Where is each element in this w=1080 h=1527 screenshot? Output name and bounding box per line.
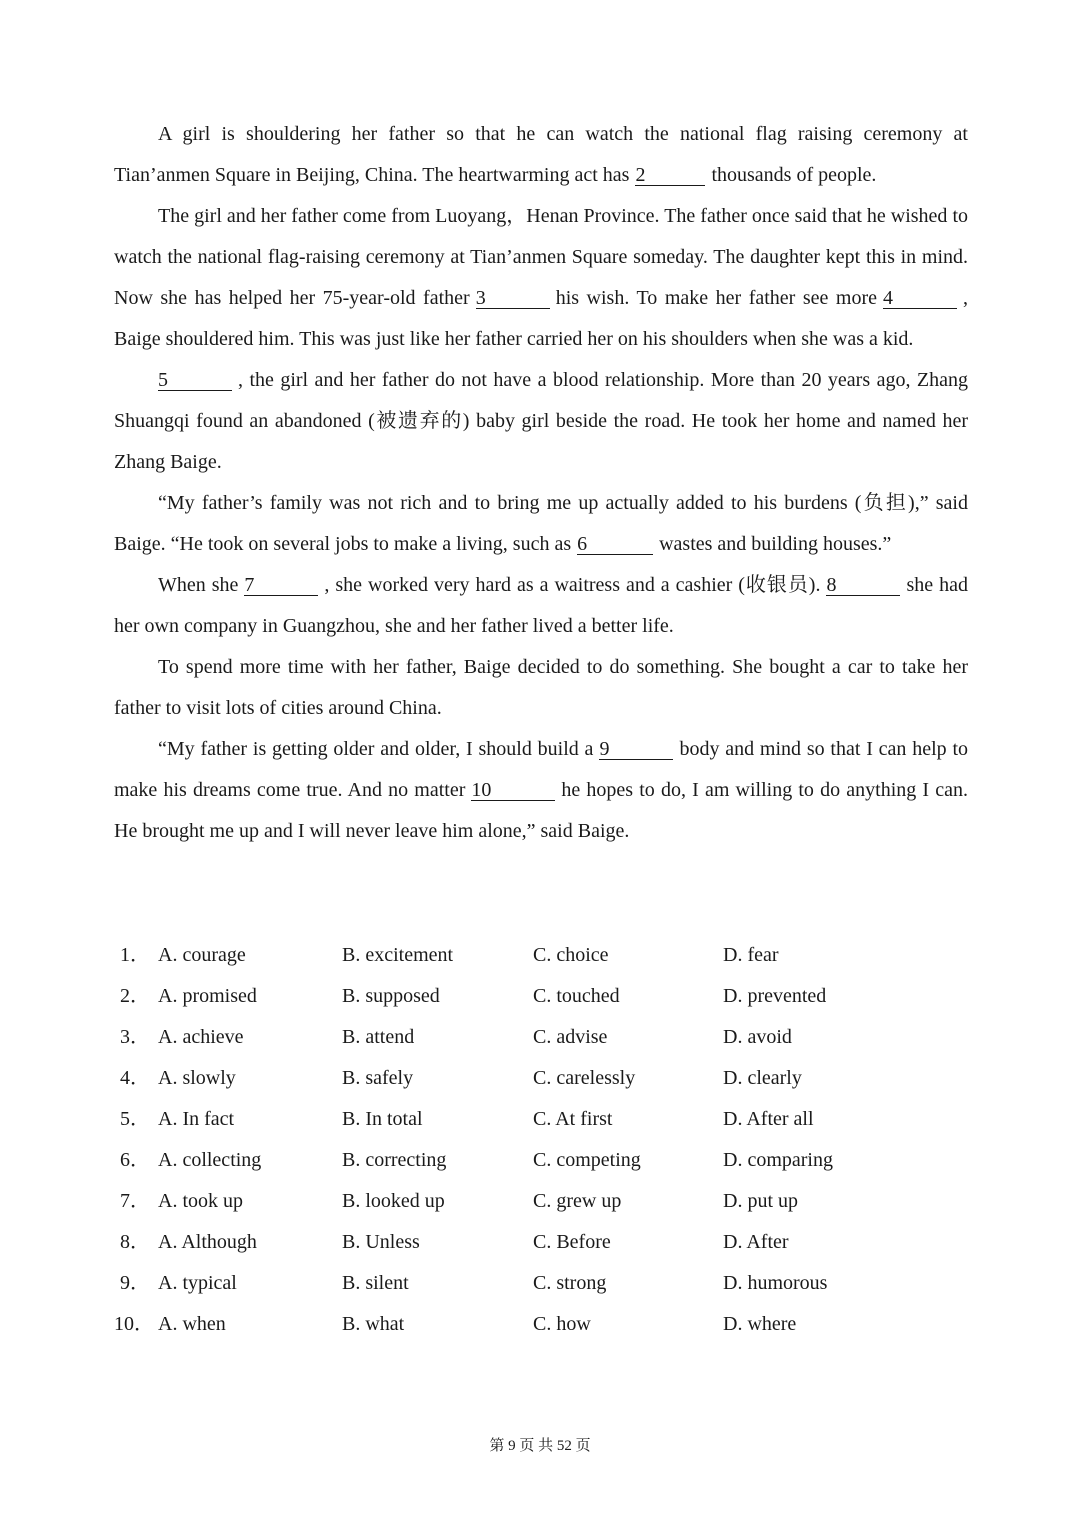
option-c: C. At first (533, 1108, 613, 1130)
paragraph-text: , Baige shouldered him. This was just like her father carried her on his shoulders when she was a kid. (114, 287, 968, 350)
paragraph-text: wastes and building houses.” (659, 533, 892, 555)
paragraph-3 (114, 360, 968, 483)
paragraph-5 (114, 565, 968, 647)
option-b: B. correcting (342, 1149, 447, 1171)
option-d: D. comparing (723, 1149, 833, 1171)
option-a: A. took up (158, 1190, 243, 1212)
paragraph-text: To spend more time with her father, Baige decided to do something. She bought a car to take her father to visit lots of cities around China. (114, 656, 968, 719)
option-c: C. how (533, 1313, 591, 1335)
question-number: 8． (120, 1231, 150, 1253)
question-number: 7． (120, 1190, 150, 1212)
option-a: A. achieve (158, 1026, 244, 1048)
question-number: 3． (120, 1026, 150, 1048)
question-number: 1． (120, 944, 150, 966)
option-d: D. After (723, 1231, 789, 1253)
option-c: C. carelessly (533, 1067, 636, 1089)
blank-5: 5 (158, 370, 232, 391)
option-a: A. Although (158, 1231, 257, 1253)
option-d: D. avoid (723, 1026, 792, 1048)
question-number: 4． (120, 1067, 150, 1089)
option-a: A. collecting (158, 1149, 262, 1171)
option-a: A. slowly (158, 1067, 236, 1089)
blank-8: 8 (826, 575, 900, 596)
page-footer (0, 1434, 1080, 1455)
option-d: D. humorous (723, 1272, 828, 1294)
paragraph-4 (114, 483, 968, 565)
paragraph-7 (114, 729, 968, 852)
option-b: B. attend (342, 1026, 415, 1048)
paragraph-text: Henan Province. The father once said that he wished to watch the national flag-raising ceremony at Tian’anmen Square someday. The daughter kept this in mind. Now she has helped her 75-year-old father (114, 205, 968, 309)
blank-6: 6 (577, 534, 653, 555)
option-row (114, 1222, 968, 1263)
option-c: C. grew up (533, 1190, 622, 1212)
paragraph-text: When she (158, 574, 239, 596)
blank-2: 2 (635, 165, 705, 186)
option-b: B. excitement (342, 944, 454, 966)
paragraph-text: A girl is shouldering her father so that he can watch the national flag raising ceremony at Tian’anmen Square in Beijing, China. The heartwarming act has (114, 123, 968, 186)
option-a: A. courage (158, 944, 246, 966)
option-row (114, 976, 968, 1017)
option-c: C. Before (533, 1231, 611, 1253)
option-c: C. choice (533, 944, 609, 966)
option-row (114, 1058, 968, 1099)
option-b: B. silent (342, 1272, 409, 1294)
paragraph-text: , the girl and her father do not have a blood relationship. More than 20 years ago, Zhang Shuangqi found an abandoned (被遗弃的) baby girl beside the road. He took her home and named her Zhang Baige. (114, 369, 968, 473)
option-d: D. After all (723, 1108, 814, 1130)
blank-10: 10 (471, 780, 555, 801)
option-d: D. where (723, 1313, 797, 1335)
option-b: B. safely (342, 1067, 414, 1089)
option-c: C. touched (533, 985, 620, 1007)
question-number: 9． (120, 1272, 150, 1294)
option-row (114, 935, 968, 976)
option-c: C. advise (533, 1026, 608, 1048)
paragraph-text: body and mind so that I can help to make his dreams come true. And no matter (114, 738, 969, 801)
paragraph-text: she had her own company in Guangzhou, she and her father lived a better life. (114, 574, 968, 637)
paragraph-text: his wish. To make her father see more (555, 287, 877, 309)
answer-options (114, 935, 968, 1345)
option-b: B. In total (342, 1108, 423, 1130)
option-row (114, 1017, 968, 1058)
option-row (114, 1304, 968, 1345)
blank-3: 3 (476, 288, 550, 309)
option-b: B. looked up (342, 1190, 445, 1212)
option-row (114, 1263, 968, 1304)
option-a: A. typical (158, 1272, 237, 1294)
option-b: B. supposed (342, 985, 440, 1007)
option-row (114, 1140, 968, 1181)
blank-7: 7 (244, 575, 318, 596)
paragraph-6 (114, 647, 968, 729)
option-a: A. promised (158, 985, 257, 1007)
paragraph-text: “My father’s family was not rich and to bring me up actually added to his burdens (负担),” said Baige. “He took on several jobs to make a living, such as (114, 492, 968, 555)
option-d: D. put up (723, 1190, 798, 1212)
option-b: B. what (342, 1313, 405, 1335)
option-c: C. competing (533, 1149, 641, 1171)
option-d: D. clearly (723, 1067, 802, 1089)
option-b: B. Unless (342, 1231, 420, 1253)
paragraph-text: ， (506, 205, 527, 227)
option-a: A. In fact (158, 1108, 235, 1130)
paragraph-2 (114, 196, 968, 360)
blank-9: 9 (599, 739, 673, 760)
question-number: 6． (120, 1149, 150, 1171)
option-row (114, 1099, 968, 1140)
passage (114, 114, 968, 852)
option-d: D. prevented (723, 985, 827, 1007)
paragraph-text: thousands of people. (711, 164, 877, 186)
blank-4: 4 (883, 288, 957, 309)
paragraph-text: The girl and her father come from Luoyang (158, 205, 507, 227)
question-number: 2． (120, 985, 150, 1007)
paragraph-text: he hopes to do, I am willing to do anything I can. He brought me up and I will never leave him alone,” said Baige. (114, 779, 968, 842)
paragraph-text: “My father is getting older and older, I should build a (158, 738, 594, 760)
paragraph-text: , she worked very hard as a waitress and a cashier (收银员). (324, 574, 821, 596)
option-row (114, 1181, 968, 1222)
question-number: 5． (120, 1108, 150, 1130)
option-d: D. fear (723, 944, 779, 966)
paragraph-1 (114, 114, 968, 196)
page-number: 第 9 页 共 52 页 (489, 1438, 591, 1454)
option-c: C. strong (533, 1272, 607, 1294)
option-a: A. when (158, 1313, 226, 1335)
question-number: 10． (114, 1313, 154, 1335)
